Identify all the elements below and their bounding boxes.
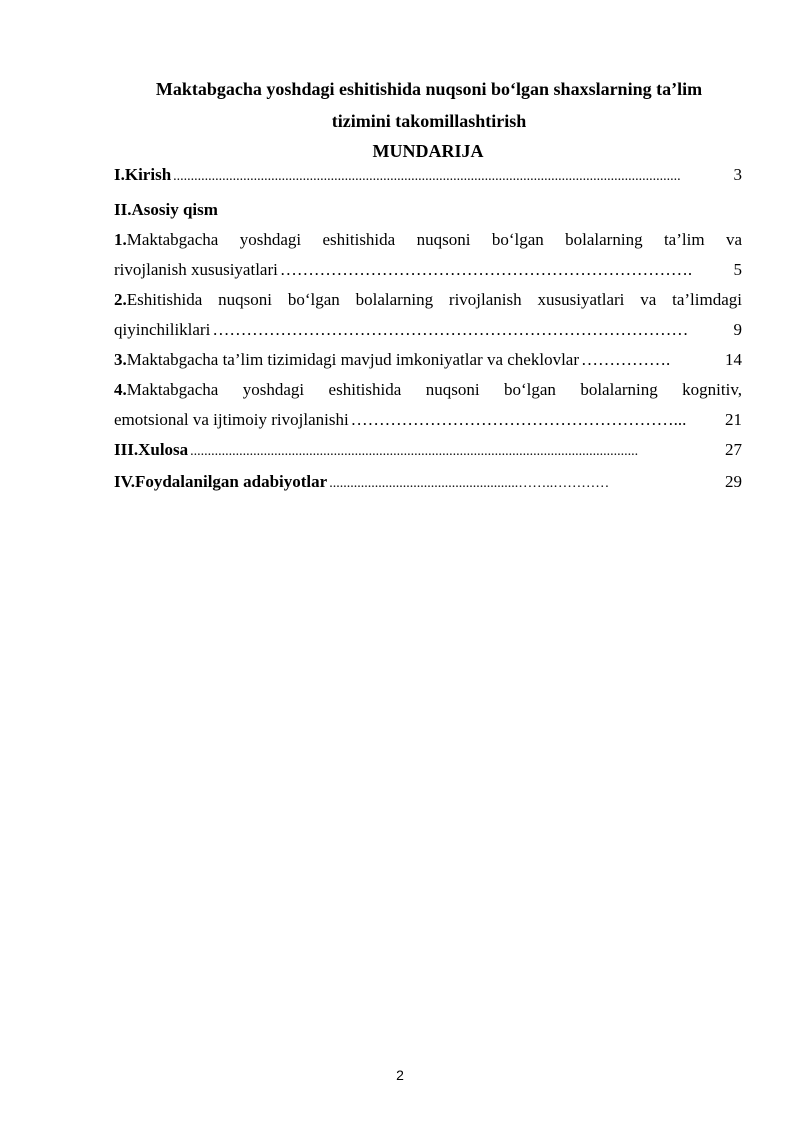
- toc-entry-line: [114, 315, 742, 345]
- toc-page-number: 29: [725, 472, 742, 491]
- toc-entry-line: [114, 405, 742, 435]
- toc-entry-item-3[interactable]: [114, 345, 742, 375]
- toc-entry-item-1[interactable]: [114, 225, 742, 285]
- toc-entry-kirish[interactable]: [114, 163, 742, 189]
- toc-entry-text: emotsional va ijtimoiy rivojlanishi: [114, 410, 349, 429]
- toc-entry-item-2[interactable]: [114, 285, 742, 345]
- toc-leader: ……………………………………………………………….: [279, 260, 693, 279]
- toc-leader: …………………………………………………...: [350, 410, 687, 429]
- toc-entry-text: Maktabgacha yoshdagi eshitishida nuqsoni bo‘lgan bolalarning kognitiv,: [126, 380, 742, 399]
- toc-entry-label: IV.Foydalanilgan adabiyotlar: [114, 472, 328, 491]
- toc-page-number: 9: [733, 320, 742, 339]
- toc-page-number: 27: [725, 440, 742, 459]
- toc-entry-label: I.Kirish: [114, 165, 172, 184]
- toc-page-number: 21: [725, 410, 742, 429]
- page-number-footer: 2: [396, 1067, 404, 1083]
- toc-entry-text: rivojlanish xususiyatlari: [114, 260, 278, 279]
- toc-entry-adabiyotlar[interactable]: [114, 467, 742, 499]
- toc-entry-text: Maktabgacha yoshdagi eshitishida nuqsoni bo‘lgan bolalarning ta’lim va: [126, 230, 742, 249]
- toc-entry-line: [114, 375, 742, 405]
- toc-leader: …………….: [581, 350, 671, 369]
- toc-entry-text: Maktabgacha ta’lim tizimidagi mavjud imkoniyatlar va cheklovlar: [126, 350, 579, 369]
- toc-entry-line: [114, 255, 742, 285]
- toc-entry-number: 1.: [114, 230, 127, 249]
- toc-page-number: 3: [733, 165, 742, 184]
- toc-entry-number: 3.: [114, 350, 127, 369]
- toc-entry-number: 2.: [114, 290, 127, 309]
- toc-leader: .................................................................................................................................................: [173, 169, 681, 184]
- page-content: [114, 73, 742, 499]
- toc-leader: …………………………………………………………………………: [212, 320, 689, 339]
- toc-entry-line: [114, 225, 742, 255]
- toc-entry-number: 4.: [114, 380, 127, 399]
- toc-entry-label: III.Xulosa: [114, 440, 189, 459]
- toc-entry-xulosa[interactable]: [114, 435, 742, 467]
- toc-entry-line: [114, 345, 742, 375]
- toc-leader: ......................................................……..…………: [329, 476, 610, 491]
- toc-page-number: 5: [733, 260, 742, 279]
- document-title-line-1: Maktabgacha yoshdagi eshitishida nuqsoni bo‘lgan shaxslarning ta’lim: [155, 79, 703, 99]
- toc-entry-text: qiyinchiliklari: [114, 320, 211, 339]
- toc-heading: MUNDARIJA: [372, 141, 484, 161]
- toc-leader: ................................................................................................................................: [190, 444, 639, 459]
- toc-page-number: 14: [725, 350, 742, 369]
- document-title-line-2: tizimini takomillashtirish: [331, 111, 527, 131]
- toc-entry-asosiy-qism[interactable]: II.Asosiy qism: [114, 200, 218, 219]
- toc-entry-item-4[interactable]: [114, 375, 742, 435]
- toc-entry-text: Eshitishida nuqsoni bo‘lgan bolalarning rivojlanish xususiyatlari va ta’limdagi: [126, 290, 742, 309]
- toc-entry-line: [114, 285, 742, 315]
